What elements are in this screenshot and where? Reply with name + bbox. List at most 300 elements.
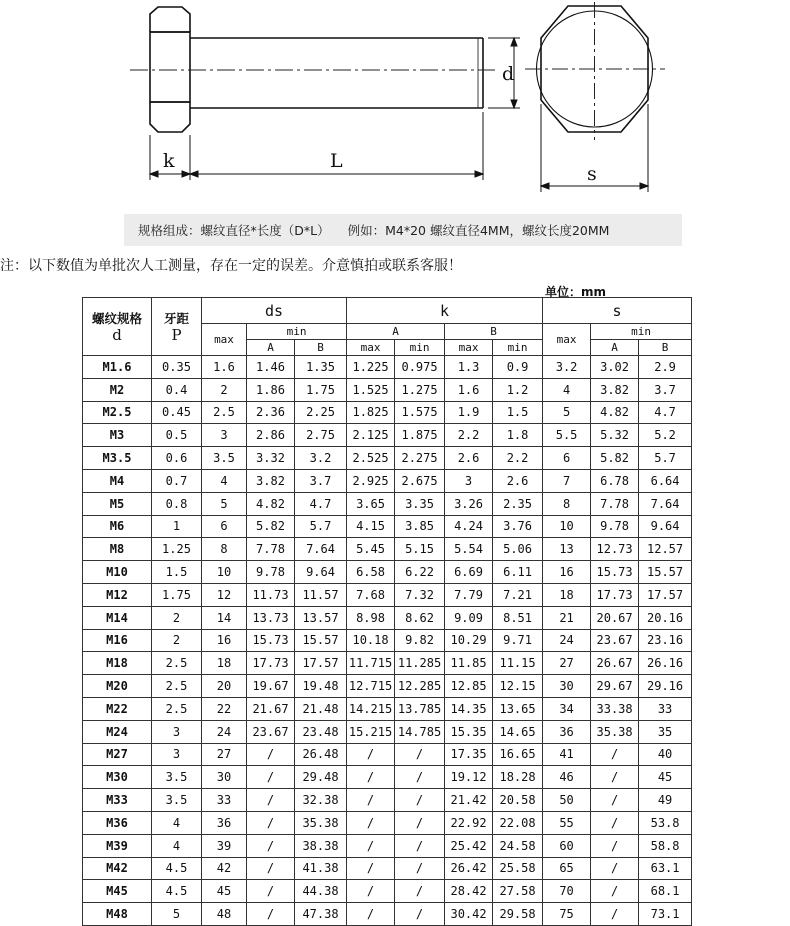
cell-k-B-min: 1.5 — [493, 401, 543, 424]
cell-s-min-A: 3.02 — [591, 356, 639, 379]
table-row — [83, 606, 692, 629]
cell-k-B-max: 30.42 — [445, 903, 493, 926]
cell-k-A-min: 1.875 — [395, 424, 445, 447]
cell-k-B-min: 14.65 — [493, 720, 543, 743]
cell-pitch: 4.5 — [152, 857, 202, 880]
table-row — [83, 903, 692, 926]
cell-ds-max: 30 — [202, 766, 247, 789]
table-row — [83, 561, 692, 584]
unit-label: 单位：mm — [545, 285, 607, 299]
table-row — [83, 675, 692, 698]
table-row — [83, 697, 692, 720]
cell-ds-min-B: 32.38 — [295, 789, 347, 812]
cell-s-min-A: 12.73 — [591, 538, 639, 561]
table-row — [83, 492, 692, 515]
cell-k-B-min: 1.2 — [493, 378, 543, 401]
cell-s-min-B: 49 — [639, 789, 692, 812]
cell-ds-min-A: 3.32 — [247, 447, 295, 470]
cell-ds-min-A: 15.73 — [247, 629, 295, 652]
cell-s-max: 75 — [543, 903, 591, 926]
cell-ds-min-B: 17.57 — [295, 652, 347, 675]
cell-thread-size: M30 — [83, 766, 152, 789]
cell-thread-size: M10 — [83, 561, 152, 584]
cell-k-B-max: 3.26 — [445, 492, 493, 515]
cell-k-A-max: 1.525 — [347, 378, 395, 401]
cell-ds-min-A: 21.67 — [247, 697, 295, 720]
cell-k-B-max: 9.09 — [445, 606, 493, 629]
cell-s-max: 30 — [543, 675, 591, 698]
cell-k-B-max: 1.9 — [445, 401, 493, 424]
cell-k-A-min: 1.275 — [395, 378, 445, 401]
table-row — [83, 766, 692, 789]
cell-ds-min-B: 1.35 — [295, 356, 347, 379]
cell-thread-size: M36 — [83, 811, 152, 834]
cell-ds-max: 5 — [202, 492, 247, 515]
table-row — [83, 743, 692, 766]
cell-s-min-A: / — [591, 857, 639, 880]
cell-s-min-B: 5.7 — [639, 447, 692, 470]
cell-s-min-B: 5.2 — [639, 424, 692, 447]
header-ds-min-A: A — [247, 340, 295, 356]
cell-ds-min-A: / — [247, 789, 295, 812]
bolt-technical-drawing — [0, 0, 790, 212]
cell-ds-min-A: 19.67 — [247, 675, 295, 698]
cell-s-min-A: 26.67 — [591, 652, 639, 675]
cell-pitch: 0.7 — [152, 469, 202, 492]
cell-k-A-min: 7.32 — [395, 583, 445, 606]
cell-ds-min-B: 38.38 — [295, 834, 347, 857]
cell-k-A-min: 11.285 — [395, 652, 445, 675]
cell-s-max: 24 — [543, 629, 591, 652]
cell-k-B-min: 6.11 — [493, 561, 543, 584]
cell-k-A-max: 2.925 — [347, 469, 395, 492]
header-k-A-min: min — [395, 340, 445, 356]
cell-ds-max: 18 — [202, 652, 247, 675]
spec-table-body — [83, 356, 692, 926]
cell-thread-size: M5 — [83, 492, 152, 515]
cell-k-A-min: 6.22 — [395, 561, 445, 584]
cell-ds-min-A: 2.86 — [247, 424, 295, 447]
spec-format-caption — [124, 214, 682, 246]
cell-s-min-A: / — [591, 766, 639, 789]
cell-k-B-min: 24.58 — [493, 834, 543, 857]
header-thread-size-label: 螺纹规格 — [91, 310, 142, 326]
cell-thread-size: M22 — [83, 697, 152, 720]
cell-s-max: 60 — [543, 834, 591, 857]
cell-ds-max: 39 — [202, 834, 247, 857]
cell-ds-min-A: 11.73 — [247, 583, 295, 606]
cell-ds-max: 45 — [202, 880, 247, 903]
cell-ds-min-A: 1.86 — [247, 378, 295, 401]
cell-k-B-min: 16.65 — [493, 743, 543, 766]
cell-ds-max: 24 — [202, 720, 247, 743]
cell-ds-min-B: 1.75 — [295, 378, 347, 401]
cell-ds-min-B: 11.57 — [295, 583, 347, 606]
cell-ds-max: 2 — [202, 378, 247, 401]
cell-s-min-A: 6.78 — [591, 469, 639, 492]
cell-s-min-B: 15.57 — [639, 561, 692, 584]
cell-s-min-A: / — [591, 903, 639, 926]
cell-k-B-max: 14.35 — [445, 697, 493, 720]
cell-k-A-max: 5.45 — [347, 538, 395, 561]
header-ds: ds — [202, 298, 347, 324]
header-k-B-max: max — [445, 340, 493, 356]
cell-thread-size: M33 — [83, 789, 152, 812]
cell-s-min-B: 45 — [639, 766, 692, 789]
cell-pitch: 3 — [152, 720, 202, 743]
cell-thread-size: M3 — [83, 424, 152, 447]
cell-ds-min-A: / — [247, 857, 295, 880]
cell-ds-max: 4 — [202, 469, 247, 492]
cell-k-A-max: 4.15 — [347, 515, 395, 538]
cell-ds-min-A: 4.82 — [247, 492, 295, 515]
cell-s-min-A: 9.78 — [591, 515, 639, 538]
table-row — [83, 538, 692, 561]
cell-pitch: 0.8 — [152, 492, 202, 515]
cell-pitch: 2 — [152, 629, 202, 652]
cell-ds-max: 16 — [202, 629, 247, 652]
cell-k-B-min: 9.71 — [493, 629, 543, 652]
cell-ds-max: 36 — [202, 811, 247, 834]
cell-s-min-A: 33.38 — [591, 697, 639, 720]
cell-s-min-B: 63.1 — [639, 857, 692, 880]
cell-pitch: 0.45 — [152, 401, 202, 424]
cell-s-min-A: / — [591, 834, 639, 857]
cell-s-max: 46 — [543, 766, 591, 789]
cell-ds-min-B: 3.7 — [295, 469, 347, 492]
cell-ds-max: 3 — [202, 424, 247, 447]
cell-ds-min-B: 3.2 — [295, 447, 347, 470]
cell-k-A-min: 2.675 — [395, 469, 445, 492]
cell-k-B-min: 22.08 — [493, 811, 543, 834]
cell-s-max: 34 — [543, 697, 591, 720]
cell-s-max: 65 — [543, 857, 591, 880]
table-row — [83, 515, 692, 538]
label-k: k — [163, 150, 175, 172]
cell-k-A-min: 3.35 — [395, 492, 445, 515]
cell-k-A-min: 0.975 — [395, 356, 445, 379]
label-s: s — [587, 163, 597, 185]
cell-ds-min-B: 29.48 — [295, 766, 347, 789]
cell-s-min-A: / — [591, 743, 639, 766]
cell-s-min-B: 26.16 — [639, 652, 692, 675]
cell-pitch: 4 — [152, 834, 202, 857]
cell-pitch: 4 — [152, 811, 202, 834]
cell-k-B-min: 5.06 — [493, 538, 543, 561]
table-row — [83, 583, 692, 606]
cell-s-max: 50 — [543, 789, 591, 812]
cell-thread-size: M24 — [83, 720, 152, 743]
cell-ds-min-A: / — [247, 834, 295, 857]
cell-k-A-min: 5.15 — [395, 538, 445, 561]
cell-pitch: 3.5 — [152, 766, 202, 789]
cell-k-A-max: / — [347, 857, 395, 880]
cell-k-B-min: 13.65 — [493, 697, 543, 720]
cell-k-B-max: 10.29 — [445, 629, 493, 652]
cell-s-min-A: 20.67 — [591, 606, 639, 629]
cell-pitch: 0.5 — [152, 424, 202, 447]
cell-k-B-max: 7.79 — [445, 583, 493, 606]
cell-s-max: 5.5 — [543, 424, 591, 447]
cell-k-A-min: / — [395, 743, 445, 766]
cell-k-B-min: 2.35 — [493, 492, 543, 515]
cell-s-min-B: 33 — [639, 697, 692, 720]
cell-ds-min-A: 17.73 — [247, 652, 295, 675]
table-row — [83, 447, 692, 470]
cell-pitch: 1.75 — [152, 583, 202, 606]
cell-k-A-max: / — [347, 880, 395, 903]
cell-ds-min-A: / — [247, 903, 295, 926]
cell-ds-min-B: 19.48 — [295, 675, 347, 698]
header-s-min-B: B — [639, 340, 692, 356]
header-k-A-max: max — [347, 340, 395, 356]
cell-k-A-min: 14.785 — [395, 720, 445, 743]
cell-ds-max: 42 — [202, 857, 247, 880]
cell-s-max: 70 — [543, 880, 591, 903]
cell-thread-size: M48 — [83, 903, 152, 926]
cell-ds-min-B: 15.57 — [295, 629, 347, 652]
cell-ds-min-B: 21.48 — [295, 697, 347, 720]
cell-k-A-max: 11.715 — [347, 652, 395, 675]
cell-k-A-max: / — [347, 903, 395, 926]
cell-k-B-min: 2.2 — [493, 447, 543, 470]
cell-s-min-B: 2.9 — [639, 356, 692, 379]
cell-thread-size: M42 — [83, 857, 152, 880]
cell-k-B-min: 12.15 — [493, 675, 543, 698]
cell-k-A-min: 8.62 — [395, 606, 445, 629]
cell-s-min-B: 9.64 — [639, 515, 692, 538]
cell-ds-min-A: 7.78 — [247, 538, 295, 561]
cell-k-B-max: 2.6 — [445, 447, 493, 470]
table-row — [83, 356, 692, 379]
cell-k-B-max: 21.42 — [445, 789, 493, 812]
cell-k-A-max: / — [347, 811, 395, 834]
cell-k-B-max: 5.54 — [445, 538, 493, 561]
cell-k-B-min: 2.6 — [493, 469, 543, 492]
label-L: L — [330, 150, 343, 172]
cell-k-A-min: 1.575 — [395, 401, 445, 424]
cell-pitch: 1 — [152, 515, 202, 538]
cell-s-min-B: 23.16 — [639, 629, 692, 652]
cell-k-A-min: / — [395, 834, 445, 857]
cell-k-A-max: 15.215 — [347, 720, 395, 743]
bolt-spec-table — [82, 297, 692, 926]
table-row — [83, 401, 692, 424]
header-ds-min: min — [247, 324, 347, 340]
cell-s-min-B: 53.8 — [639, 811, 692, 834]
cell-ds-min-A: 1.46 — [247, 356, 295, 379]
cell-s-min-B: 40 — [639, 743, 692, 766]
cell-thread-size: M1.6 — [83, 356, 152, 379]
cell-ds-min-A: / — [247, 766, 295, 789]
cell-k-A-max: 3.65 — [347, 492, 395, 515]
table-row — [83, 652, 692, 675]
cell-k-B-max: 19.12 — [445, 766, 493, 789]
cell-s-max: 36 — [543, 720, 591, 743]
cell-k-B-max: 15.35 — [445, 720, 493, 743]
table-row — [83, 811, 692, 834]
cell-k-B-max: 4.24 — [445, 515, 493, 538]
cell-k-A-max: 8.98 — [347, 606, 395, 629]
header-ds-min-B: B — [295, 340, 347, 356]
cell-k-A-max: 7.68 — [347, 583, 395, 606]
cell-thread-size: M6 — [83, 515, 152, 538]
cell-thread-size: M2 — [83, 378, 152, 401]
cell-k-B-max: 2.2 — [445, 424, 493, 447]
cell-k-B-max: 22.92 — [445, 811, 493, 834]
cell-k-A-min: 13.785 — [395, 697, 445, 720]
cell-ds-min-A: 3.82 — [247, 469, 295, 492]
cell-s-min-B: 12.57 — [639, 538, 692, 561]
cell-pitch: 4.5 — [152, 880, 202, 903]
cell-s-max: 7 — [543, 469, 591, 492]
cell-pitch: 2.5 — [152, 697, 202, 720]
header-k-B: B — [445, 324, 543, 340]
cell-k-A-max: 6.58 — [347, 561, 395, 584]
cell-ds-min-A: / — [247, 880, 295, 903]
cell-k-B-max: 3 — [445, 469, 493, 492]
cell-k-A-min: / — [395, 903, 445, 926]
header-k: k — [347, 298, 543, 324]
cell-thread-size: M27 — [83, 743, 152, 766]
cell-k-A-min: / — [395, 811, 445, 834]
cell-k-A-min: 12.285 — [395, 675, 445, 698]
cell-k-A-max: 2.125 — [347, 424, 395, 447]
cell-pitch: 1.25 — [152, 538, 202, 561]
cell-k-B-min: 27.58 — [493, 880, 543, 903]
cell-s-min-A: 15.73 — [591, 561, 639, 584]
cell-s-min-B: 58.8 — [639, 834, 692, 857]
cell-ds-min-B: 13.57 — [295, 606, 347, 629]
cell-ds-min-B: 5.7 — [295, 515, 347, 538]
header-pitch-label: 牙距 — [163, 310, 189, 326]
dimension-k — [150, 112, 483, 180]
cell-s-max: 6 — [543, 447, 591, 470]
cell-s-min-A: 17.73 — [591, 583, 639, 606]
cell-s-min-B: 68.1 — [639, 880, 692, 903]
cell-pitch: 0.35 — [152, 356, 202, 379]
cell-ds-min-B: 35.38 — [295, 811, 347, 834]
cell-k-B-min: 29.58 — [493, 903, 543, 926]
header-k-B-min: min — [493, 340, 543, 356]
cell-k-A-max: 10.18 — [347, 629, 395, 652]
cell-k-B-max: 11.85 — [445, 652, 493, 675]
cell-s-min-B: 7.64 — [639, 492, 692, 515]
measurement-note: 注：以下数值为单批次人工测量，存在一定的误差。介意慎拍或联系客服！ — [0, 258, 462, 274]
cell-s-max: 41 — [543, 743, 591, 766]
table-row — [83, 834, 692, 857]
header-pitch — [152, 298, 202, 356]
cell-pitch: 2 — [152, 606, 202, 629]
cell-k-A-max: / — [347, 766, 395, 789]
cell-k-A-min: 2.275 — [395, 447, 445, 470]
cell-ds-max: 22 — [202, 697, 247, 720]
cell-thread-size: M16 — [83, 629, 152, 652]
cell-pitch: 2.5 — [152, 652, 202, 675]
cell-s-min-B: 73.1 — [639, 903, 692, 926]
cell-k-B-min: 8.51 — [493, 606, 543, 629]
cell-s-max: 21 — [543, 606, 591, 629]
cell-k-B-min: 11.15 — [493, 652, 543, 675]
cell-s-min-A: 35.38 — [591, 720, 639, 743]
cell-ds-min-B: 23.48 — [295, 720, 347, 743]
cell-s-max: 4 — [543, 378, 591, 401]
cell-s-min-B: 17.57 — [639, 583, 692, 606]
cell-pitch: 0.4 — [152, 378, 202, 401]
cell-k-A-max: 1.825 — [347, 401, 395, 424]
cell-s-min-B: 4.7 — [639, 401, 692, 424]
cell-k-B-max: 1.6 — [445, 378, 493, 401]
cell-ds-min-B: 9.64 — [295, 561, 347, 584]
table-row — [83, 378, 692, 401]
cell-ds-min-B: 2.25 — [295, 401, 347, 424]
cell-k-A-min: / — [395, 857, 445, 880]
cell-ds-min-A: 2.36 — [247, 401, 295, 424]
cell-s-min-B: 29.16 — [639, 675, 692, 698]
cell-s-min-B: 35 — [639, 720, 692, 743]
cell-s-min-A: / — [591, 811, 639, 834]
cell-ds-max: 20 — [202, 675, 247, 698]
header-ds-max: max — [202, 324, 247, 356]
cell-pitch: 2.5 — [152, 675, 202, 698]
cell-k-B-min: 1.8 — [493, 424, 543, 447]
table-row — [83, 720, 692, 743]
cell-ds-max: 14 — [202, 606, 247, 629]
cell-s-min-A: 23.67 — [591, 629, 639, 652]
cell-ds-min-A: 9.78 — [247, 561, 295, 584]
cell-s-max: 8 — [543, 492, 591, 515]
header-pitch-symbol: P — [171, 325, 182, 344]
cell-k-B-max: 25.42 — [445, 834, 493, 857]
cell-ds-max: 33 — [202, 789, 247, 812]
cell-ds-min-B: 41.38 — [295, 857, 347, 880]
cell-pitch: 0.6 — [152, 447, 202, 470]
cell-ds-min-B: 4.7 — [295, 492, 347, 515]
cell-pitch: 3.5 — [152, 789, 202, 812]
table-row — [83, 880, 692, 903]
cell-ds-min-A: 13.73 — [247, 606, 295, 629]
cell-ds-max: 8 — [202, 538, 247, 561]
cell-s-max: 10 — [543, 515, 591, 538]
cell-thread-size: M12 — [83, 583, 152, 606]
table-row — [83, 629, 692, 652]
cell-pitch: 5 — [152, 903, 202, 926]
header-thread-size-symbol: d — [112, 325, 122, 344]
cell-k-A-min: 3.85 — [395, 515, 445, 538]
cell-thread-size: M2.5 — [83, 401, 152, 424]
cell-k-B-min: 18.28 — [493, 766, 543, 789]
cell-ds-max: 2.5 — [202, 401, 247, 424]
cell-ds-min-B: 47.38 — [295, 903, 347, 926]
cell-thread-size: M3.5 — [83, 447, 152, 470]
cell-k-A-min: / — [395, 880, 445, 903]
table-row — [83, 424, 692, 447]
cell-k-A-min: 9.82 — [395, 629, 445, 652]
cell-ds-min-A: / — [247, 811, 295, 834]
cell-s-min-A: 29.67 — [591, 675, 639, 698]
cell-s-max: 16 — [543, 561, 591, 584]
cell-ds-min-B: 44.38 — [295, 880, 347, 903]
cell-s-min-B: 6.64 — [639, 469, 692, 492]
cell-ds-min-B: 2.75 — [295, 424, 347, 447]
cell-k-B-max: 26.42 — [445, 857, 493, 880]
cell-thread-size: M14 — [83, 606, 152, 629]
cell-ds-max: 6 — [202, 515, 247, 538]
cell-k-A-min: / — [395, 789, 445, 812]
caption-example: 例如：M4*20 螺纹直径4MM，螺纹长度20MM — [347, 223, 610, 238]
cell-thread-size: M4 — [83, 469, 152, 492]
cell-s-min-A: / — [591, 880, 639, 903]
